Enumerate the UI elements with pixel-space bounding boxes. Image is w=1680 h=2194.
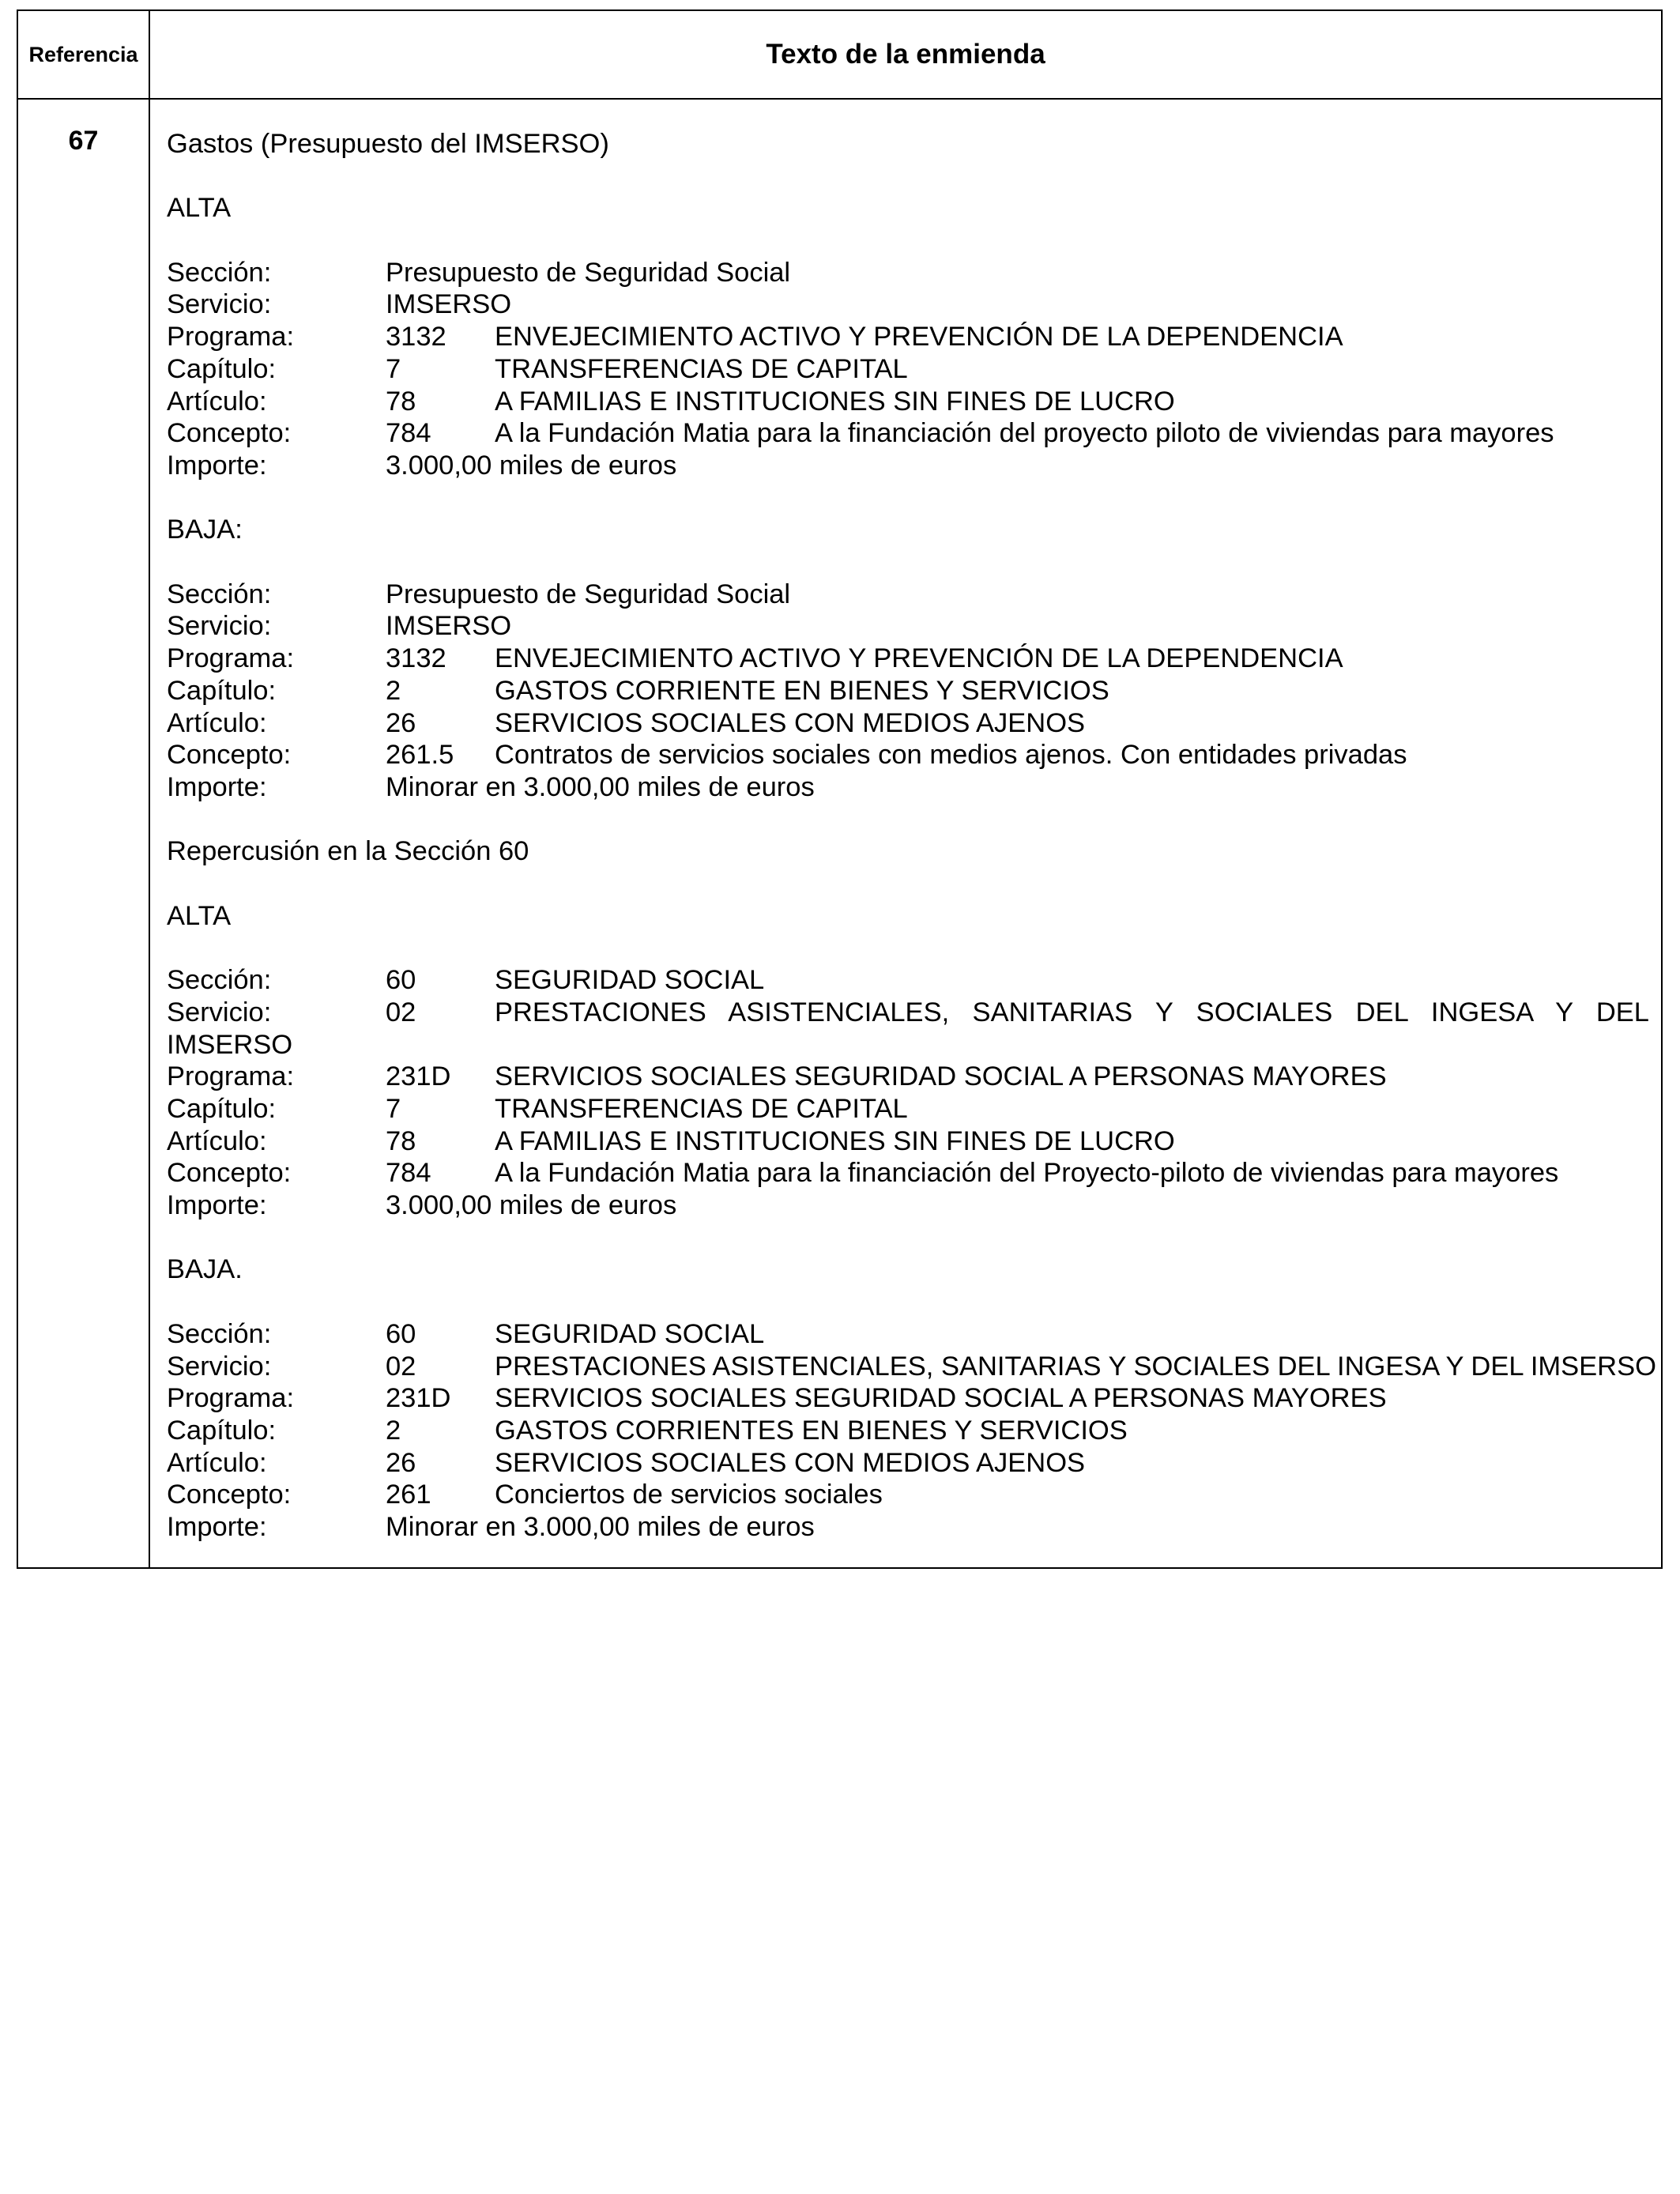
budget-line — [167, 386, 1649, 418]
line-code: 784 — [386, 418, 431, 449]
budget-line — [167, 707, 1649, 740]
line-text: SEGURIDAD SOCIAL — [495, 965, 765, 996]
line-label: Importe: — [167, 1190, 267, 1221]
line-label: Concepto: — [167, 740, 292, 771]
line-text: PRESTACIONES ASISTENCIALES, SANITARIAS Y SOCIALES DEL INGESA Y DEL IMSERSO — [495, 1351, 1656, 1382]
line-text: Minorar en 3.000,00 miles de euros — [386, 1512, 815, 1543]
line-label: Capítulo: — [167, 1415, 277, 1446]
line-label: Capítulo: — [167, 1093, 277, 1124]
line-label: Concepto: — [167, 1480, 292, 1510]
line-text-continuation: IMSERSO — [167, 1029, 293, 1060]
line-label: Programa: — [167, 322, 295, 352]
line-label: Servicio: — [167, 997, 272, 1027]
line-text: SERVICIOS SOCIALES CON MEDIOS AJENOS — [495, 707, 1086, 738]
line-text: IMSERSO — [386, 611, 512, 642]
line-label: Importe: — [167, 772, 267, 802]
line-text: ENVEJECIMIENTO ACTIVO Y PREVENCIÓN DE LA DEPENDENCIA — [495, 643, 1343, 674]
amendment-text — [167, 128, 1656, 1575]
section-heading: ALTA — [167, 900, 232, 931]
header-texto-enmienda: Texto de la enmienda — [766, 39, 1045, 70]
budget-line — [167, 643, 1649, 675]
line-code: 2 — [386, 675, 401, 706]
line-code: 784 — [386, 1158, 431, 1189]
line-code: 3132 — [386, 322, 446, 352]
line-code: 3132 — [386, 643, 446, 674]
line-code: 78 — [386, 1125, 416, 1156]
line-code: 26 — [386, 707, 416, 738]
budget-line — [167, 1447, 1649, 1480]
line-text: ENVEJECIMIENTO ACTIVO Y PREVENCIÓN DE LA DEPENDENCIA — [495, 322, 1343, 352]
budget-line — [167, 1382, 1649, 1415]
line-text: SERVICIOS SOCIALES SEGURIDAD SOCIAL A PERSONAS MAYORES — [495, 1383, 1387, 1414]
line-label: Artículo: — [167, 1447, 267, 1478]
line-code: 60 — [386, 965, 416, 996]
line-code: 261 — [386, 1480, 431, 1510]
line-label: Artículo: — [167, 1125, 267, 1156]
budget-line — [167, 353, 1649, 386]
line-text: Presupuesto de Seguridad Social — [386, 257, 791, 288]
budget-line — [167, 1125, 1649, 1158]
line-label: Concepto: — [167, 418, 292, 449]
line-label: Sección: — [167, 965, 272, 996]
line-text: SERVICIOS SOCIALES CON MEDIOS AJENOS — [495, 1447, 1086, 1478]
line-label: Sección: — [167, 1318, 272, 1349]
budget-line — [167, 257, 1649, 289]
line-code: 02 — [386, 997, 416, 1027]
budget-line — [167, 1189, 1649, 1222]
line-text: 3.000,00 miles de euros — [386, 450, 677, 481]
budget-line — [167, 771, 1649, 804]
budget-line — [167, 1157, 1649, 1189]
budget-block — [167, 964, 1649, 1222]
budget-line — [167, 1351, 1656, 1383]
line-code: 60 — [386, 1318, 416, 1349]
budget-line — [167, 610, 1649, 643]
line-text: GASTOS CORRIENTE EN BIENES Y SERVICIOS — [495, 675, 1109, 706]
line-text: A FAMILIAS E INSTITUCIONES SIN FINES DE LUCRO — [495, 386, 1175, 417]
line-text: PRESTACIONES ASISTENCIALES, SANITARIAS Y SOCIALES DEL INGESA Y DEL — [495, 997, 1649, 1027]
budget-line — [167, 1061, 1649, 1093]
line-label: Importe: — [167, 1512, 267, 1543]
budget-line — [167, 1093, 1649, 1125]
budget-block — [167, 1318, 1656, 1544]
budget-line — [167, 579, 1649, 611]
line-label: Sección: — [167, 257, 272, 288]
line-label: Programa: — [167, 1383, 295, 1414]
line-label: Sección: — [167, 579, 272, 609]
repercusion-line: Repercusión en la Sección 60 — [167, 836, 529, 867]
line-text: Contratos de servicios sociales con medios ajenos. Con entidades privadas — [495, 740, 1407, 771]
line-label: Servicio: — [167, 289, 272, 320]
budget-line — [167, 739, 1649, 771]
budget-line — [167, 1511, 1649, 1544]
line-text: 3.000,00 miles de euros — [386, 1190, 677, 1221]
line-text: IMSERSO — [386, 289, 512, 320]
line-label: Artículo: — [167, 386, 267, 417]
line-code: 231D — [386, 1061, 451, 1092]
budget-line — [167, 964, 1649, 997]
line-label: Servicio: — [167, 1351, 272, 1382]
line-text: GASTOS CORRIENTES EN BIENES Y SERVICIOS — [495, 1415, 1128, 1446]
budget-line — [167, 417, 1649, 450]
line-code: 78 — [386, 386, 416, 417]
section-heading: ALTA — [167, 193, 232, 224]
budget-line-continuation — [167, 1029, 1649, 1061]
column-divider — [149, 11, 150, 1567]
line-text: Minorar en 3.000,00 miles de euros — [386, 772, 815, 802]
budget-line — [167, 1415, 1649, 1447]
amendment-table — [17, 9, 1663, 1569]
budget-line — [167, 288, 1649, 321]
line-label: Capítulo: — [167, 675, 277, 706]
line-text: Presupuesto de Seguridad Social — [386, 579, 791, 609]
line-code: 2 — [386, 1415, 401, 1446]
header-divider — [18, 98, 1661, 100]
line-text: Conciertos de servicios sociales — [495, 1480, 883, 1510]
line-code: 261.5 — [386, 740, 454, 771]
budget-line — [167, 997, 1649, 1029]
budget-line — [167, 1318, 1649, 1351]
line-code: 7 — [386, 353, 401, 384]
line-text: SEGURIDAD SOCIAL — [495, 1318, 765, 1349]
line-label: Artículo: — [167, 707, 267, 738]
line-text: TRANSFERENCIAS DE CAPITAL — [495, 353, 908, 384]
line-label: Concepto: — [167, 1158, 292, 1189]
budget-line — [167, 675, 1649, 707]
line-text: SERVICIOS SOCIALES SEGURIDAD SOCIAL A PERSONAS MAYORES — [495, 1061, 1387, 1092]
line-code: 26 — [386, 1447, 416, 1478]
budget-line — [167, 450, 1649, 482]
line-code: 02 — [386, 1351, 416, 1382]
section-heading: BAJA. — [167, 1254, 243, 1285]
line-label: Importe: — [167, 450, 267, 481]
line-code: 231D — [386, 1383, 451, 1414]
reference-number: 67 — [68, 126, 99, 156]
budget-block — [167, 579, 1649, 804]
line-text: A la Fundación Matia para la financiación del Proyecto-piloto de viviendas para mayores — [495, 1158, 1559, 1189]
line-label: Programa: — [167, 643, 295, 674]
line-code: 7 — [386, 1093, 401, 1124]
budget-line — [167, 1479, 1649, 1511]
line-text: A FAMILIAS E INSTITUCIONES SIN FINES DE LUCRO — [495, 1125, 1175, 1156]
line-text: A la Fundación Matia para la financiación del proyecto piloto de viviendas para mayores — [495, 418, 1554, 449]
intro-line: Gastos (Presupuesto del IMSERSO) — [167, 129, 609, 159]
budget-line — [167, 321, 1649, 353]
line-label: Servicio: — [167, 611, 272, 642]
line-label: Capítulo: — [167, 353, 277, 384]
header-referencia: Referencia — [28, 42, 138, 66]
line-text: TRANSFERENCIAS DE CAPITAL — [495, 1093, 908, 1124]
section-heading: BAJA: — [167, 515, 243, 545]
budget-block — [167, 257, 1649, 482]
line-label: Programa: — [167, 1061, 295, 1092]
